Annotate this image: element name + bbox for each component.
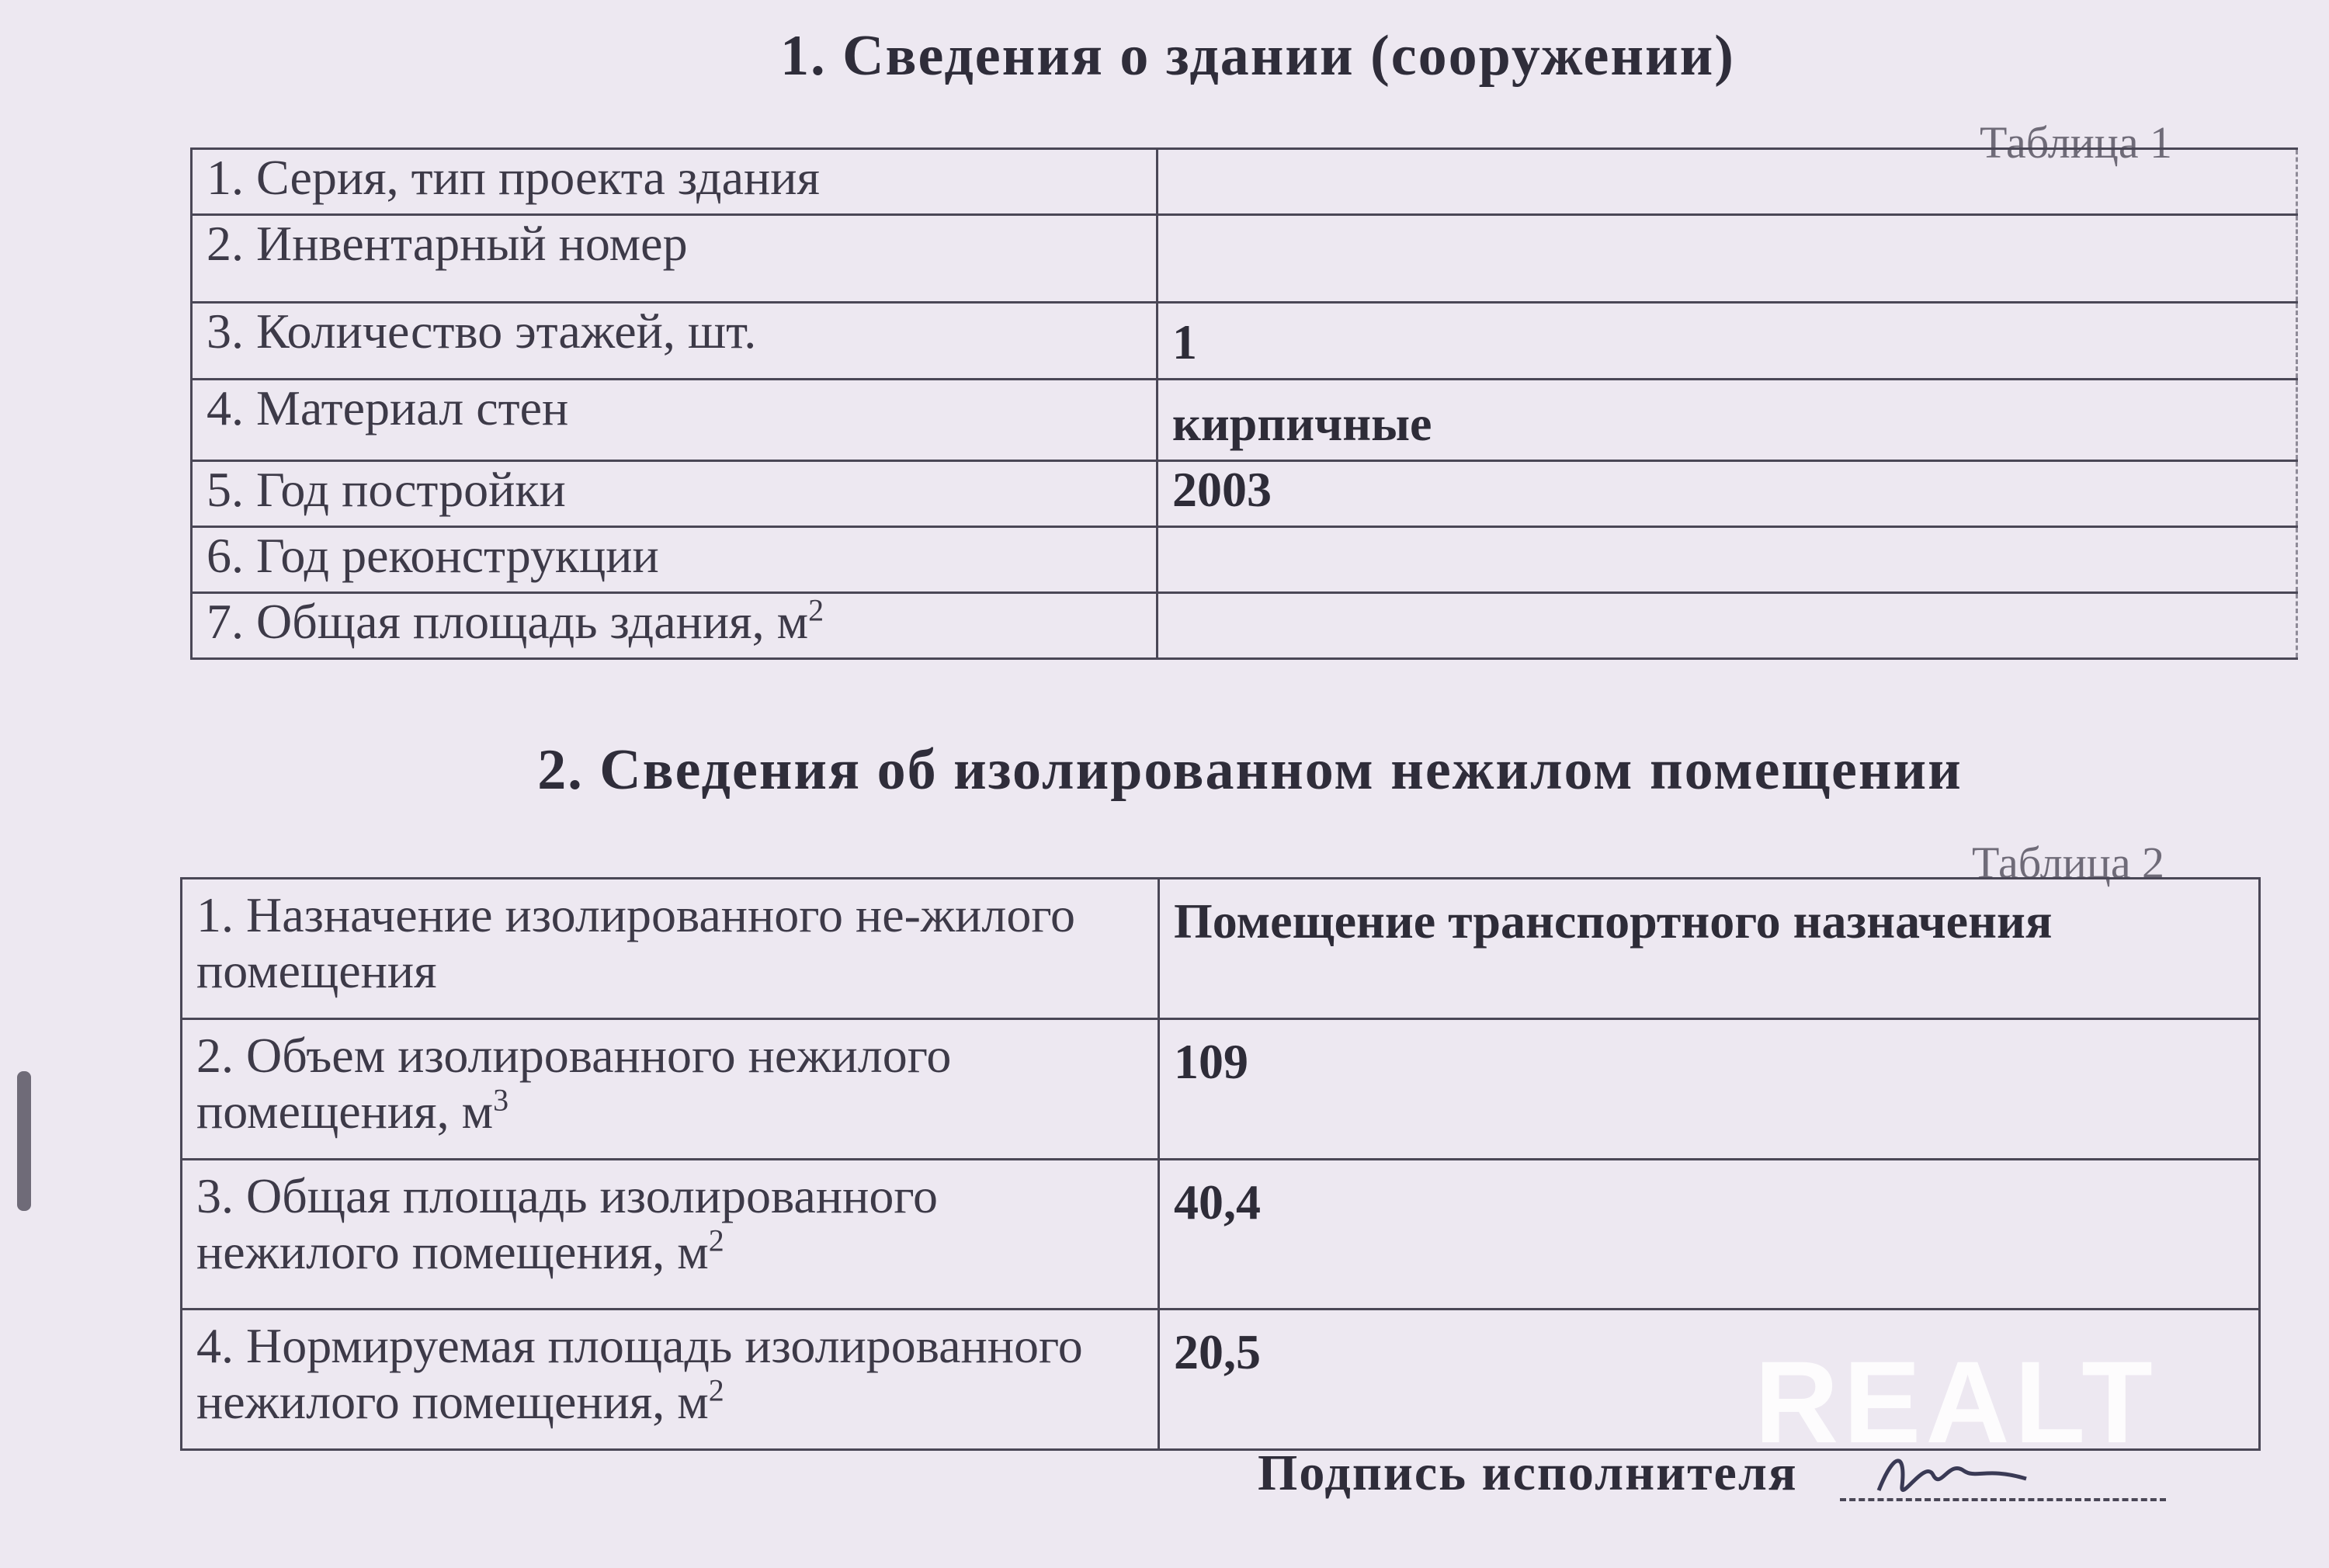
row-label: 6. Год реконструкции <box>192 527 1158 593</box>
row-label <box>182 1310 1159 1450</box>
row-label-text: 4. Нормируемая площадь изолированного нежилого помещения, м <box>196 1318 1083 1429</box>
row-label <box>182 1160 1159 1310</box>
row-label: 2. Инвентарный номер <box>192 215 1158 303</box>
building-info-table <box>190 147 2298 660</box>
row-label-text: 3. Общая площадь изолированного нежилого помещения, м <box>196 1168 938 1279</box>
realt-watermark-logo: REALT <box>1755 1337 2157 1467</box>
row-value <box>1158 149 2297 215</box>
table-row <box>192 149 2297 215</box>
row-value <box>1158 215 2297 303</box>
row-value: 2003 <box>1158 461 2297 527</box>
table-row <box>192 593 2297 659</box>
row-label: 5. Год постройки <box>192 461 1158 527</box>
table-row <box>192 527 2297 593</box>
signature-line <box>1840 1498 2166 1501</box>
section1-title: 1. Сведения о здании (сооружении) <box>780 24 1735 88</box>
row-value <box>1158 593 2297 659</box>
table-row <box>192 380 2297 461</box>
square-superscript: 2 <box>708 1223 724 1258</box>
square-superscript: 2 <box>808 592 824 628</box>
row-label <box>192 593 1158 659</box>
table-row <box>192 303 2297 380</box>
table1-caption: Таблица 1 <box>1980 117 2173 168</box>
cube-superscript: 3 <box>493 1082 509 1118</box>
row-label: 4. Материал стен <box>192 380 1158 461</box>
table-row <box>182 1019 2260 1160</box>
table-row <box>182 1160 2260 1310</box>
row-label: 3. Количество этажей, шт. <box>192 303 1158 380</box>
row-label-text: 2. Объем изолированного нежилого помещения, м <box>196 1028 952 1139</box>
table-row <box>192 215 2297 303</box>
row-label: 1. Назначение изолированного не-жилого помещения <box>182 879 1159 1019</box>
row-label <box>182 1019 1159 1160</box>
row-value: 40,4 <box>1159 1160 2260 1310</box>
row-label-text: 7. Общая площадь здания, м <box>207 594 809 649</box>
staple-mark <box>17 1071 31 1211</box>
table-row <box>182 879 2260 1019</box>
signature-label: Подпись исполнителя <box>1258 1445 1798 1501</box>
square-superscript: 2 <box>708 1372 724 1408</box>
row-value: 1 <box>1158 303 2297 380</box>
row-value: 20,5 <box>1159 1310 2260 1450</box>
row-label: 1. Серия, тип проекта здания <box>192 149 1158 215</box>
table-row <box>192 461 2297 527</box>
row-value <box>1158 527 2297 593</box>
section2-title: 2. Сведения об изолированном нежилом помещении <box>537 738 1963 802</box>
row-value: Помещение транспортного назначения <box>1159 879 2260 1019</box>
table2-caption: Таблица 2 <box>1972 838 2165 888</box>
row-value: кирпичные <box>1158 380 2297 461</box>
row-value: 109 <box>1159 1019 2260 1160</box>
